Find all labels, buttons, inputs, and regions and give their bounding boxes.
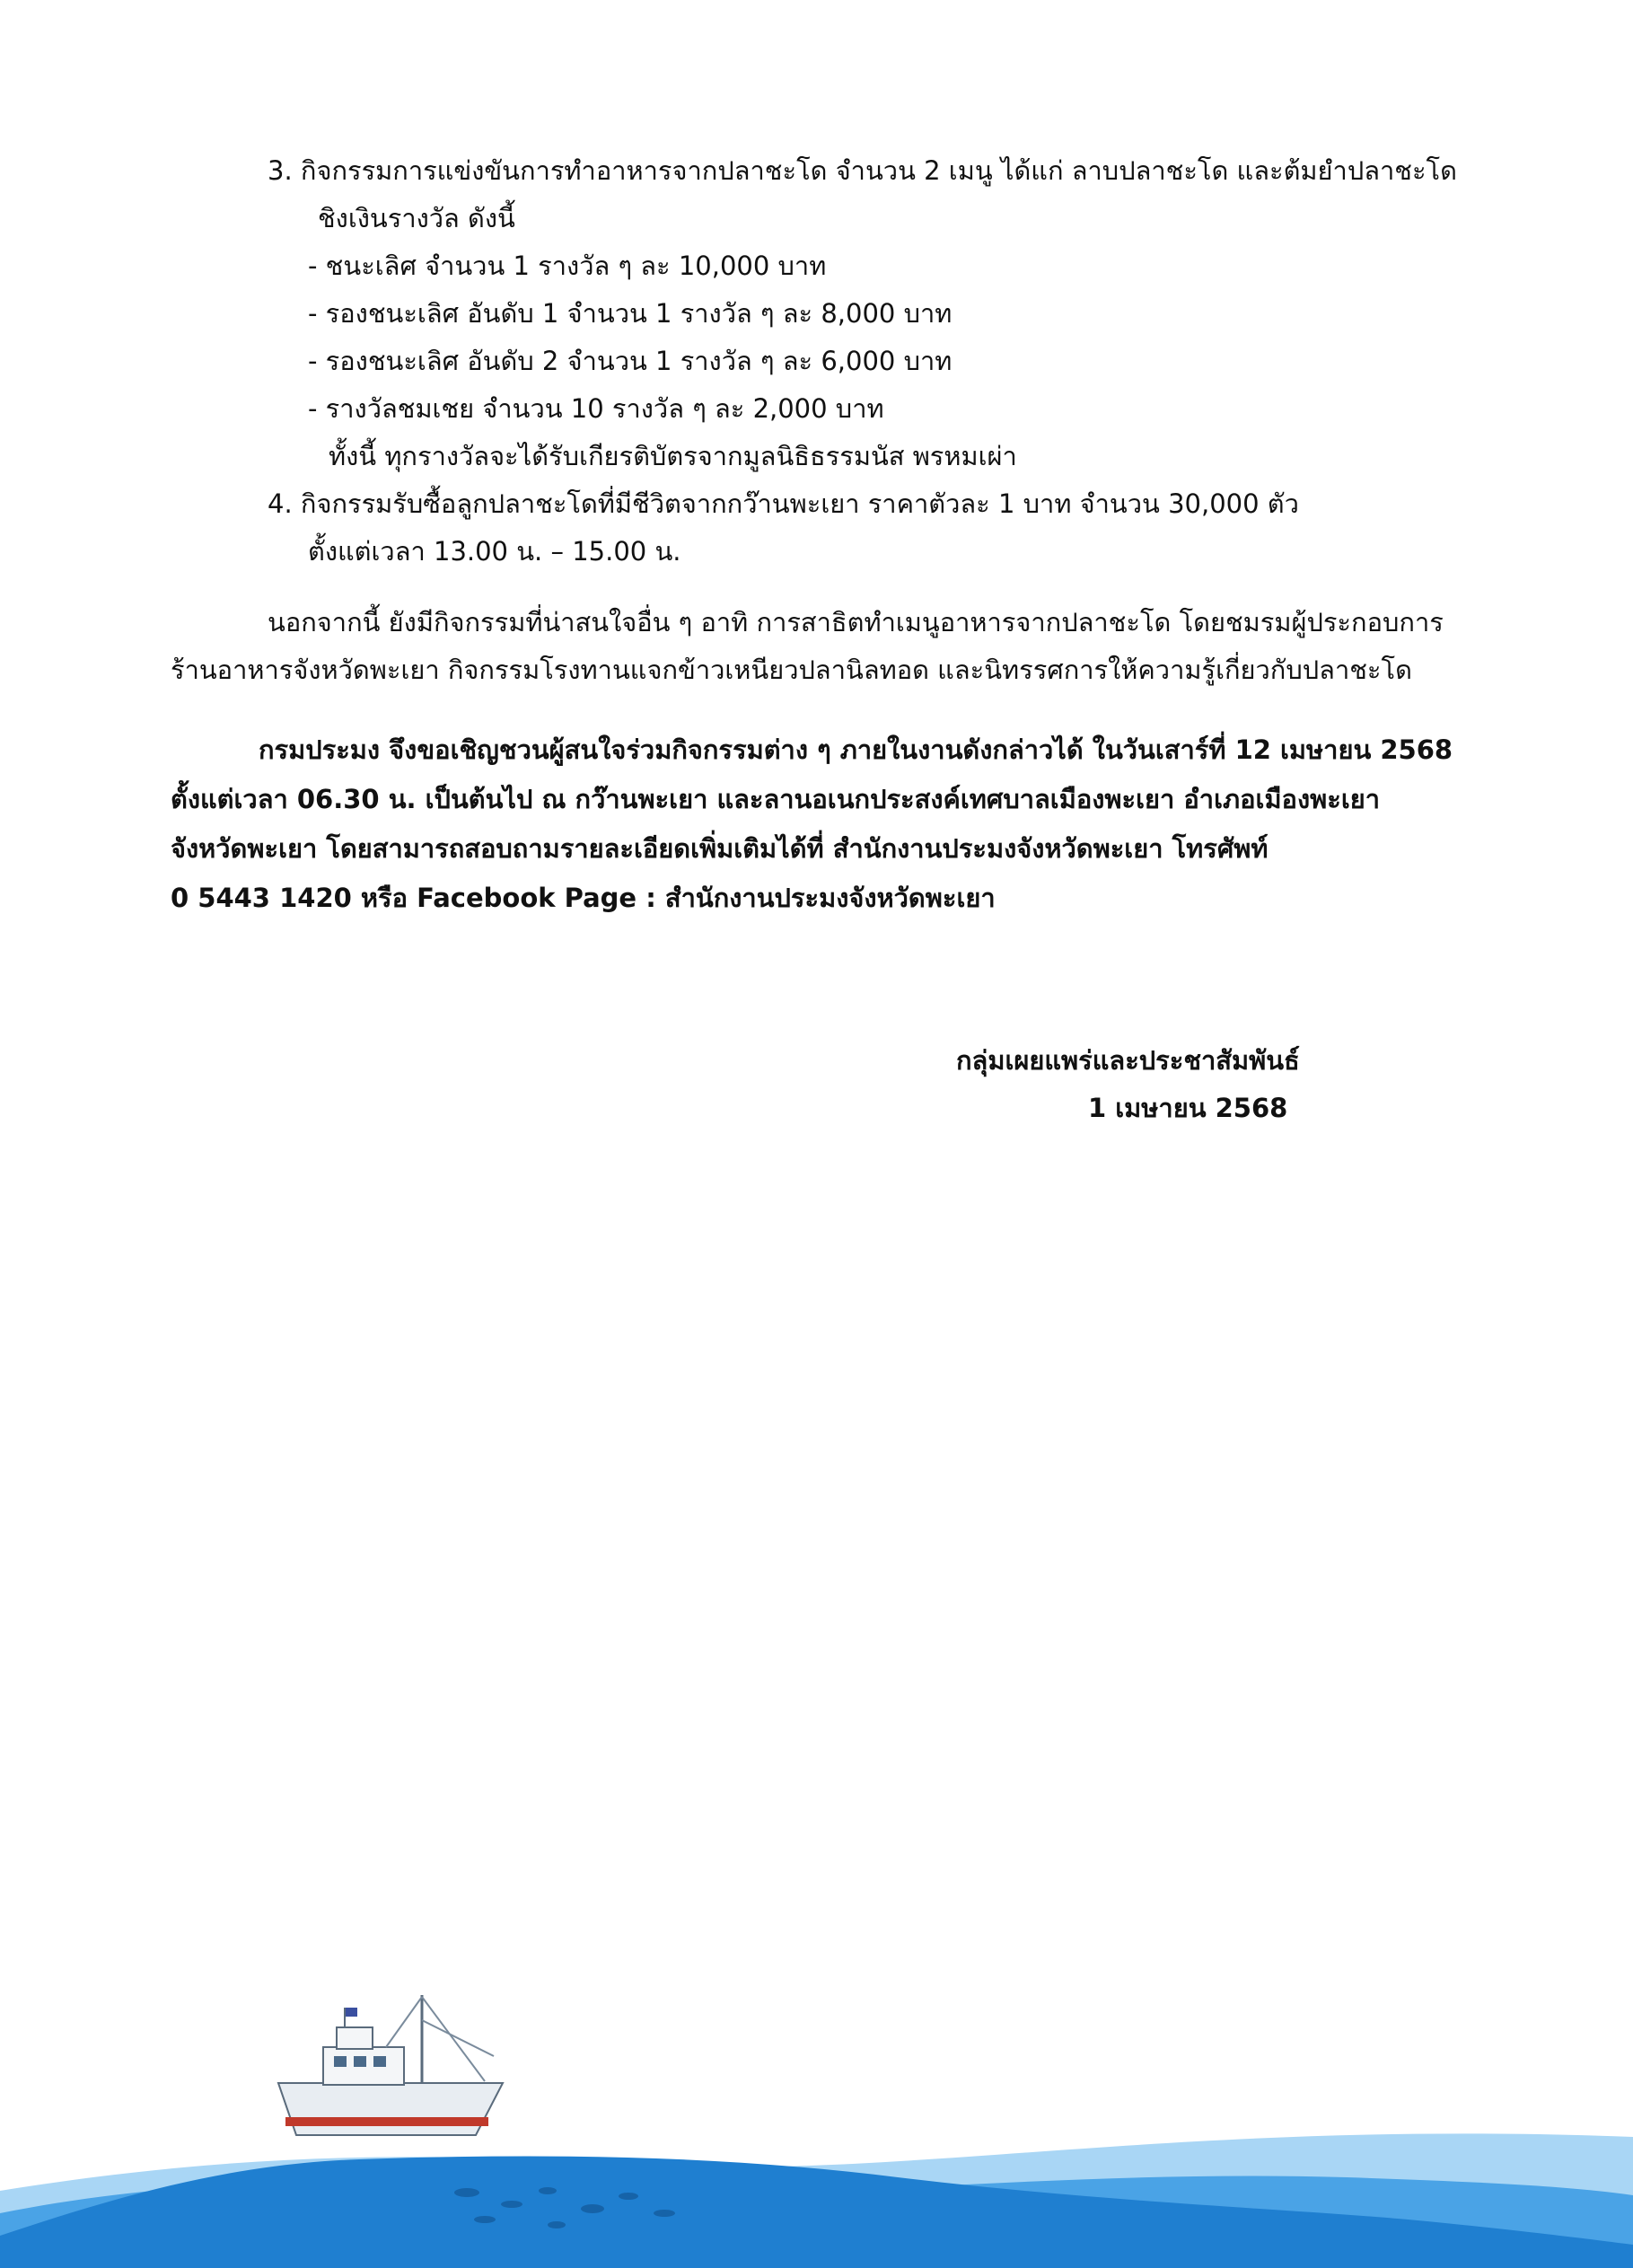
extra-activities-line2: ร้านอาหารจังหวัดพะเยา กิจกรรมโรงทานแจกข้าวเหนียวปลานิลทอด และนิทรรศการให้ความรู้เกี่ยวกับปลาชะโด — [171, 655, 1412, 685]
extra-activities-line1: นอกจากนี้ ยังมีกิจกรรมที่น่าสนใจอื่น ๆ อาทิ การสาธิตทำเมนูอาหารจากปลาชะโด โดยชมรมผู้ประกอบการ — [268, 607, 1444, 637]
prize-item-1: - ชนะเลิศ จำนวน 1 รางวัล ๆ ละ 10,000 บาท — [308, 251, 827, 281]
signature-date: 1 เมษายน 2568 — [1088, 1093, 1288, 1123]
prize-item-4: - รางวัลชมเชย จำนวน 10 รางวัล ๆ ละ 2,000 บาท — [308, 393, 884, 424]
invitation-line2: ตั้งแต่เวลา 06.30 น. เป็นต้นไป ณ กว๊านพะเยา และลานอเนกประสงค์เทศบาลเมืองพะเยา อำเภอเมืองพะเยา — [171, 784, 1381, 814]
signature-department: กลุ่มเผยแพร่และประชาสัมพันธ์ — [956, 1045, 1300, 1076]
section4-line1: 4. กิจกรรมรับซื้อลูกปลาชะโดที่มีชีวิตจากกว๊านพะเยา ราคาตัวละ 1 บาท จำนวน 30,000 ตัว — [268, 488, 1299, 519]
boat-hull-shape — [278, 2083, 503, 2135]
invitation-line1: กรมประมง จึงขอเชิญชวนผู้สนใจร่วมกิจกรรมต่าง ๆ ภายในงานดังกล่าวได้ ในวันเสาร์ที่ 12 เมษายน 2568 — [259, 734, 1453, 765]
prize-item-2: - รองชนะเลิศ อันดับ 1 จำนวน 1 รางวัล ๆ ละ 8,000 บาท — [308, 298, 953, 329]
boat-stripe — [285, 2117, 488, 2126]
invitation-line4: 0 5443 1420 หรือ Facebook Page : สำนักงานประมงจังหวัดพะเยา — [171, 883, 996, 913]
section3-line2: ชิงเงินรางวัล ดังนี้ — [318, 203, 515, 233]
section4-line2: ตั้งแต่เวลา 13.00 น. – 15.00 น. — [308, 536, 681, 567]
section3-line1: 3. กิจกรรมการแข่งขันการทำอาหารจากปลาชะโด จำนวน 2 เมนู ได้แก่ ลาบปลาชะโด และต้มยำปลาชะโด — [268, 155, 1457, 186]
fishing-boat-on-waves-icon — [0, 1984, 1633, 2268]
prize-item-3: - รองชนะเลิศ อันดับ 2 จำนวน 1 รางวัล ๆ ละ 6,000 บาท — [308, 346, 953, 376]
boat-flag — [345, 2008, 357, 2017]
certificate-note: ทั้งนี้ ทุกรางวัลจะได้รับเกียรติบัตรจากมูลนิธิธรรมนัส พรหมเผ่า — [329, 441, 1017, 471]
invitation-line3: จังหวัดพะเยา โดยสามารถสอบถามรายละเอียดเพิ่มเติมได้ที่ สำนักงานประมงจังหวัดพะเยา โทรศัพท์ — [171, 833, 1269, 864]
